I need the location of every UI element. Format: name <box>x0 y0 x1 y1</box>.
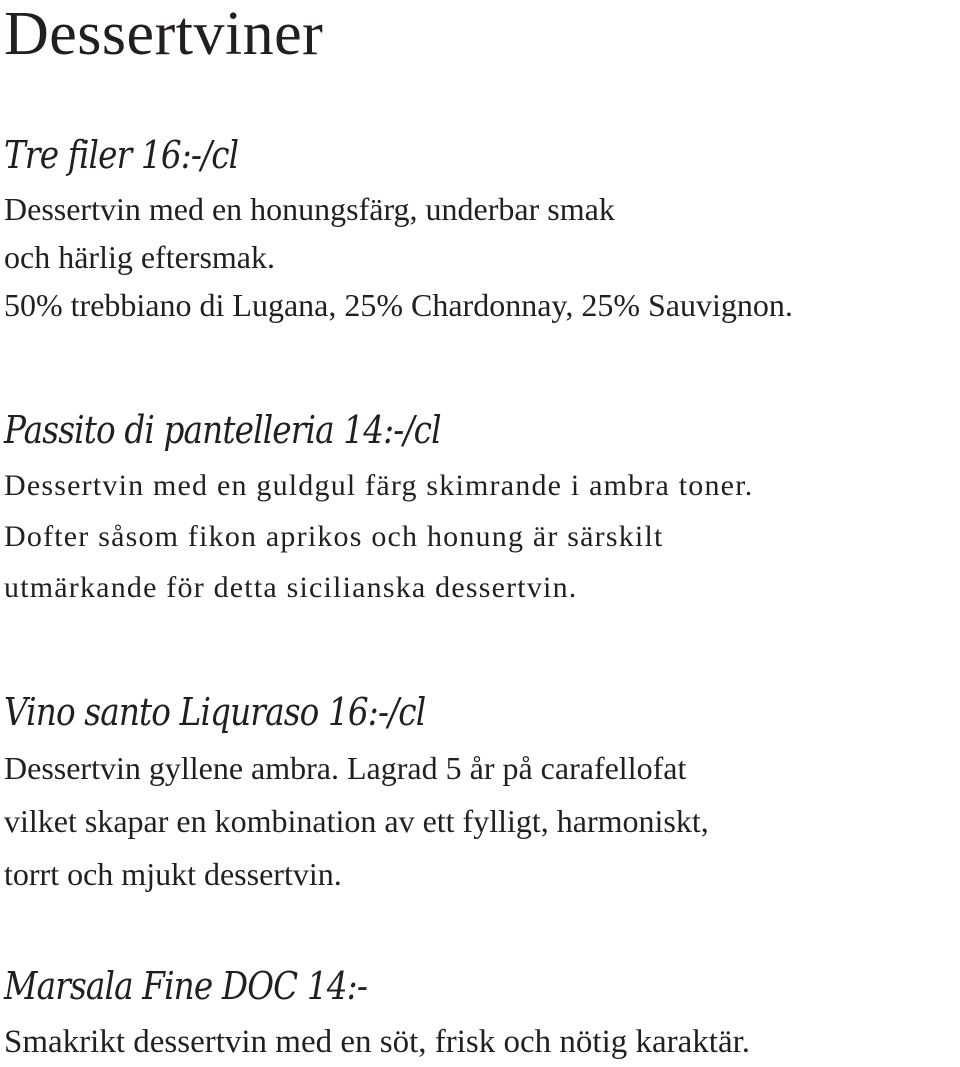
wine-name: Vino santo Liquraso 16:-/cl <box>4 690 426 734</box>
wine-entry-tre-filer <box>4 125 954 329</box>
wine-description-line: 50% trebbiano di Lugana, 25% Chardonnay, 25% Sauvignon. <box>4 287 793 323</box>
wine-name: Tre filer 16:-/cl <box>4 133 239 177</box>
wine-description-line: Dessertvin gyllene ambra. Lagrad 5 år på carafellofat <box>4 750 687 786</box>
wine-description-line: Smakrikt dessertvin med en söt, frisk och nötig karaktär. <box>4 1024 751 1060</box>
wine-description-line: Dessertvin med en guldgul färg skimrande i ambra toner. <box>4 469 754 502</box>
wine-description-line: vilket skapar en kombination av ett fylligt, harmoniskt, <box>4 803 709 839</box>
wine-description-line: Dofter såsom fikon aprikos och honung är särskilt <box>4 520 664 553</box>
page-title: Dessertviner <box>4 0 324 68</box>
wine-entry-passito-di-pantelleria <box>4 400 954 613</box>
wine-description-line: utmärkande för detta sicilianska dessertvin. <box>4 571 578 604</box>
wine-entry-vino-santo <box>4 682 954 901</box>
wine-description-line: Dessertvin med en honungsfärg, underbar smak <box>4 191 615 227</box>
wine-description-line: och härlig eftersmak. <box>4 239 275 275</box>
wine-entry-marsala-fine-doc <box>4 955 954 1067</box>
wine-name: Marsala Fine DOC 14:- <box>4 964 368 1008</box>
wine-description-line: torrt och mjukt dessertvin. <box>4 856 342 892</box>
wine-name: Passito di pantelleria 14:-/cl <box>4 408 441 452</box>
